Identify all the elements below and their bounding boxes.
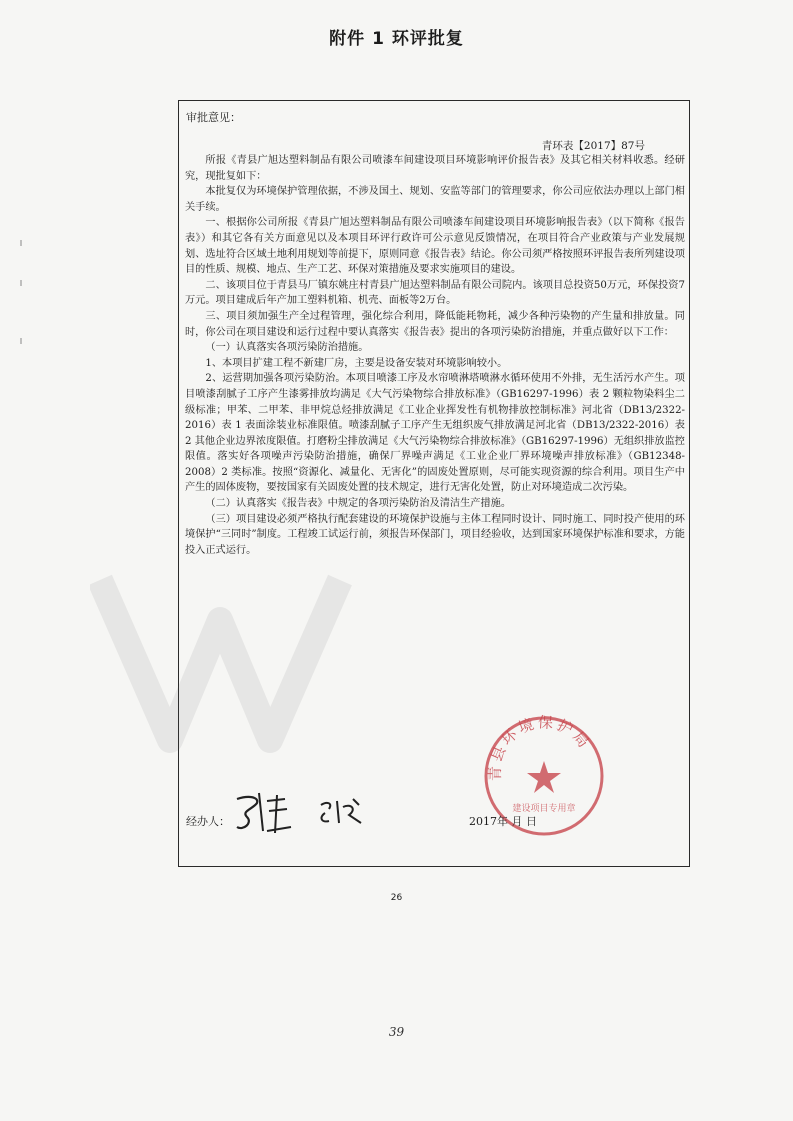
paragraph-3-1-1: 1、本项目扩建工程不新建厂房，主要是设备安装对环境影响较小。: [205, 357, 508, 369]
paragraph-3-1: （一）认真落实各项污染防治措施。: [205, 342, 369, 354]
doc-number: 青环表【2017】87号: [541, 140, 645, 152]
page-title: 附件 1 环评批复: [329, 29, 464, 49]
paragraph-3: 三、项目须加强生产全过程管理，强化综合利用，降低能耗物耗，减少各种污染物的产生量和排放量。同时，你公司在项目建设和运行过程中要认真落实《报告表》提出的各项污染防治措施，并重点做好以下工作：: [185, 310, 685, 338]
paragraph-intro: 所报《青县广旭达塑料制品有限公司喷漆车间建设项目环境影响评价报告表》及其它相关材料收悉。经研究，现批复如下：: [185, 155, 685, 182]
paragraph-1: 一、根据你公司所报《青县广旭达塑料制品有限公司喷漆车间建设项目环境影响报告表》（以下简称《报告表》）和其它各有关方面意见以及本项目环评行政许可公示意见反馈情况，在项目符合产业政策与产业发展规划、选址符合区域土地利用规划等前提下，原则同意《报告表》结论。你公司须严格按照环评报告表所列建设项目的性质、规模、地点、生产工艺、环保对策措施及要求实施项目的建设。: [185, 217, 685, 276]
handler-label: 经办人：: [186, 815, 230, 828]
opinion-label: 审批意见：: [186, 111, 241, 124]
paragraph-2: 二、该项目位于青县马厂镇东姚庄村青县广旭达塑料制品有限公司院内。该项目总投资50万元，环保投资7万元。项目建成后年产加工塑料机箱、机壳、面板等2万台。: [185, 279, 685, 307]
paragraph-3-1-2: 2、运营期加强各项污染防治。本项目喷漆工序及水帘喷淋塔喷淋水循环使用不外排，无生活污水产生。项目喷漆刮腻子工序产生漆雾排放均满足《大气污染物综合排放标准》（GB16297-1996）表 2 颗粒物染料尘二级标准；甲苯、二甲苯、非甲烷总烃排放满足《工业企业挥发性有机物排放控制标准》河北省（DB13/2322-2016）表 1 表面涂装业标准限值。喷漆刮腻子工序产生无组织废气排放满足河北省（DB13/2322-2016）表 2 其他企业边界浓度限值。打磨粉尘排放满足《大气污染物综合排放标准》（GB16297-1996）无组织排放监控限值。落实好各项噪声污染防治措施，确保厂界噪声满足《工业企业厂界环境噪声排放标准》（GB12348-2008）2 类标准。按照“资源化、减量化、无害化”的固废处置原则，尽可能实现资源的综合利用。项目生产中产生的固体废物，要按国家有关固废处置的技术规定，进行无害化处置，防止对环境造成二次污染。: [185, 373, 685, 494]
handwritten-signature-icon: [229, 787, 409, 837]
approval-body: [185, 153, 685, 558]
watermark-icon: [90, 560, 410, 760]
approval-date: 2017年 月 日: [469, 815, 537, 828]
page-number-handwritten: 39: [388, 1025, 405, 1039]
svg-text:建设项目专用章: 建设项目专用章: [512, 804, 576, 814]
scan-margin-marks-icon: [16, 240, 26, 350]
paragraph-scope: 本批复仅为环境保护管理依据，不涉及国土、规划、安监等部门的管理要求，你公司应依法办理以上部门相关手续。: [185, 186, 685, 213]
paragraph-3-3: （三）项目建设必须严格执行配套建设的环境保护设施与主体工程同时设计、同时施工、同时投产使用的环境保护“三同时”制度。工程竣工试运行前，须报告环保部门，项目经验收，达到国家环境保护标准和要求，方能投入正式运行。: [185, 513, 685, 556]
page-number-footer: 26: [390, 893, 403, 903]
svg-text:青县环境保护局: 青县环境保护局: [485, 713, 595, 782]
paragraph-3-2: （二）认真落实《报告表》中规定的各项污染防治及清洁生产措施。: [205, 498, 512, 510]
